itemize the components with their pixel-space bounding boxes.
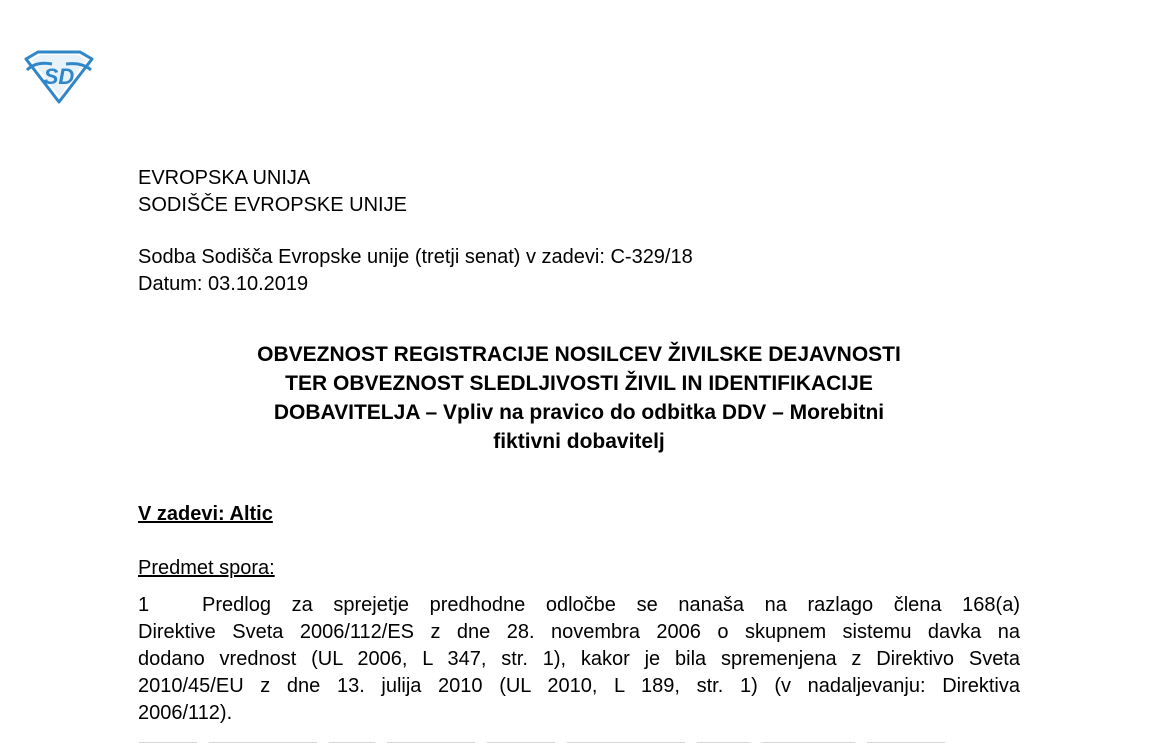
header-union: EVROPSKA UNIJA bbox=[138, 167, 311, 189]
title-line: fiktivni dobavitelj bbox=[493, 430, 665, 453]
paragraph-1 bbox=[138, 592, 1020, 727]
paragraph-line: 2010/45/EU z dne 13. julija 2010 (UL 2010, L 189, str. 1) (v nadaljevanju: Direktiva bbox=[138, 675, 1020, 697]
cut-off-next-line bbox=[138, 735, 1020, 743]
paragraph-line: dodano vrednost (UL 2006, L 347, str. 1), kakor je bila spremenjena z Direktivo Sveta bbox=[138, 648, 1020, 670]
document-title bbox=[138, 340, 1020, 456]
case-judgment: Sodba Sodišča Evropske unije (tretji senat) v zadevi: C-329/18 bbox=[138, 246, 693, 268]
sd-shield-logo-icon bbox=[22, 49, 96, 105]
party-heading: V zadevi: Altic bbox=[138, 503, 273, 525]
title-line: TER OBVEZNOST SLEDLJIVOSTI ŽIVIL IN IDENTIFIKACIJE bbox=[285, 372, 873, 395]
court-header bbox=[138, 165, 1020, 219]
title-line: DOBAVITELJA – Vpliv na pravico do odbitka DDV – Morebitni bbox=[273, 401, 885, 424]
logo-text: SD bbox=[43, 64, 75, 89]
subject-heading: Predmet spora: bbox=[138, 557, 275, 579]
paragraph-line bbox=[138, 592, 1020, 619]
header-court: SODIŠČE EVROPSKE UNIJE bbox=[138, 194, 407, 216]
case-info bbox=[138, 244, 1020, 298]
case-date: Datum: 03.10.2019 bbox=[138, 273, 309, 295]
paragraph-number: 1 bbox=[138, 594, 150, 616]
paragraph-text: Predlog za sprejetje predhodne odločbe se nanaša na razlago člena 168(a) bbox=[202, 594, 1020, 616]
title-line: OBVEZNOST REGISTRACIJE NOSILCEV ŽIVILSKE DEJAVNOSTI bbox=[257, 343, 901, 366]
paragraph-line: Direktive Sveta 2006/112/ES z dne 28. novembra 2006 o skupnem sistemu davka na bbox=[138, 621, 1020, 643]
paragraph-line: 2006/112). bbox=[138, 702, 233, 724]
